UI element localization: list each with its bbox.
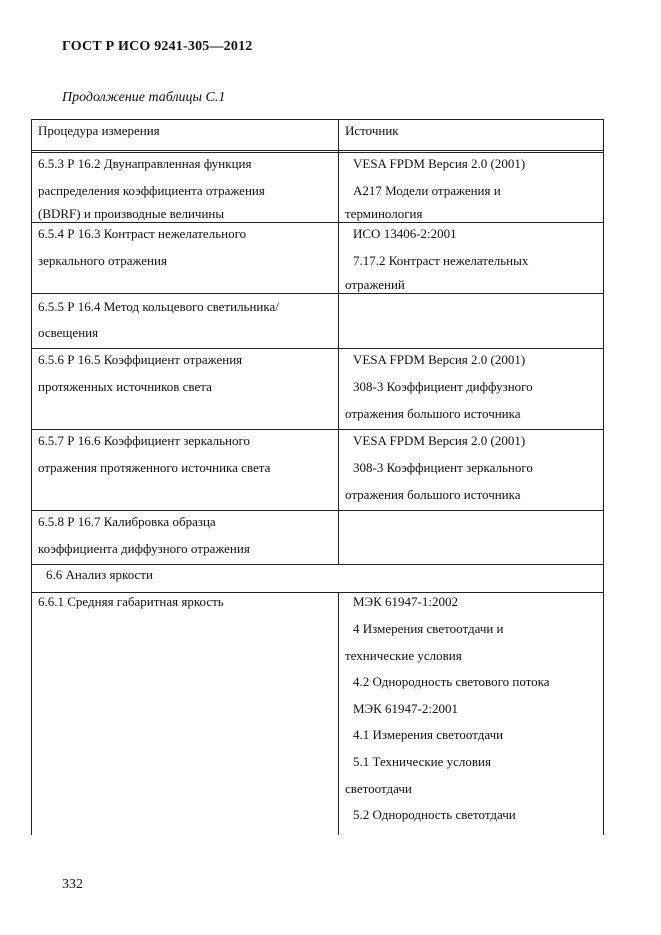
source-line: отражения большого источника (345, 487, 521, 502)
measurement-table (31, 119, 604, 835)
procedure-line: отражения протяженного источника света (38, 460, 271, 475)
source-line: А217 Модели отражения и (353, 183, 501, 198)
source-line: 5.2 Однородность светотдачи (353, 807, 516, 822)
page-number: 332 (62, 877, 83, 892)
procedure-line: распределения коэффициента отражения (38, 183, 265, 198)
procedure-line: 6.6.1 Средняя габаритная яркость (38, 594, 224, 609)
procedure-line: 6.5.7 Р 16.6 Коэффициент зеркального (38, 433, 251, 448)
source-line: МЭК 61947-1:2002 (353, 594, 459, 609)
source-line: 4.1 Измерения светоотдачи (353, 727, 504, 742)
source-line: ИСО 13406-2:2001 (353, 226, 457, 241)
procedure-line: зеркального отражения (38, 253, 167, 268)
source-line: 308-3 Коэффициент диффузного (353, 379, 533, 394)
source-line: VESA FPDM Версия 2.0 (2001) (353, 352, 526, 367)
source-line: 308-3 Коэффициент зеркального (353, 460, 533, 475)
source-line: 4.2 Однородность светового потока (353, 674, 550, 689)
table-row (32, 222, 603, 293)
source-line: светоотдачи (345, 781, 412, 796)
table-row (32, 592, 603, 835)
table-header-row (32, 120, 603, 150)
procedure-line: 6.5.6 Р 16.5 Коэффициент отражения (38, 352, 243, 367)
source-line: МЭК 61947-2:2001 (353, 701, 459, 716)
source-line: технические условия (345, 648, 462, 663)
document-header: ГОСТ Р ИСО 9241-305—2012 (62, 39, 253, 54)
table-caption: Продолжение таблицы С.1 (62, 90, 226, 105)
procedure-line: (BDRF) и производные величины (38, 206, 225, 221)
section-heading: 6.6 Анализ яркости (46, 567, 153, 582)
procedure-line: 6.5.3 Р 16.2 Двунаправленная функция (38, 156, 252, 171)
table-row (32, 510, 603, 564)
table-row (32, 293, 603, 348)
procedure-line: 6.5.4 Р 16.3 Контраст нежелательного (38, 226, 247, 241)
procedure-line: протяженных источников света (38, 379, 212, 394)
source-line: VESA FPDM Версия 2.0 (2001) (353, 433, 526, 448)
procedure-line: коэффициента диффузного отражения (38, 541, 250, 556)
procedure-line: освещения (38, 325, 99, 340)
column-header-source: Источник (345, 123, 399, 138)
table-row (32, 150, 603, 222)
source-line: 4 Измерения светоотдачи и (353, 621, 504, 636)
column-header-procedure: Процедура измерения (38, 123, 160, 138)
source-line: VESA FPDM Версия 2.0 (2001) (353, 156, 526, 171)
procedure-line: 6.5.5 Р 16.4 Метод кольцевого светильника/ (38, 299, 279, 314)
source-line: терминология (345, 206, 423, 221)
source-line: 7.17.2 Контраст нежелательных (353, 253, 529, 268)
source-line: отражения большого источника (345, 406, 521, 421)
table-row (32, 429, 603, 510)
procedure-line: 6.5.8 Р 16.7 Калибровка образца (38, 514, 216, 529)
source-line: 5.1 Технические условия (353, 754, 491, 769)
table-row (32, 348, 603, 429)
source-line: отражений (345, 277, 405, 292)
